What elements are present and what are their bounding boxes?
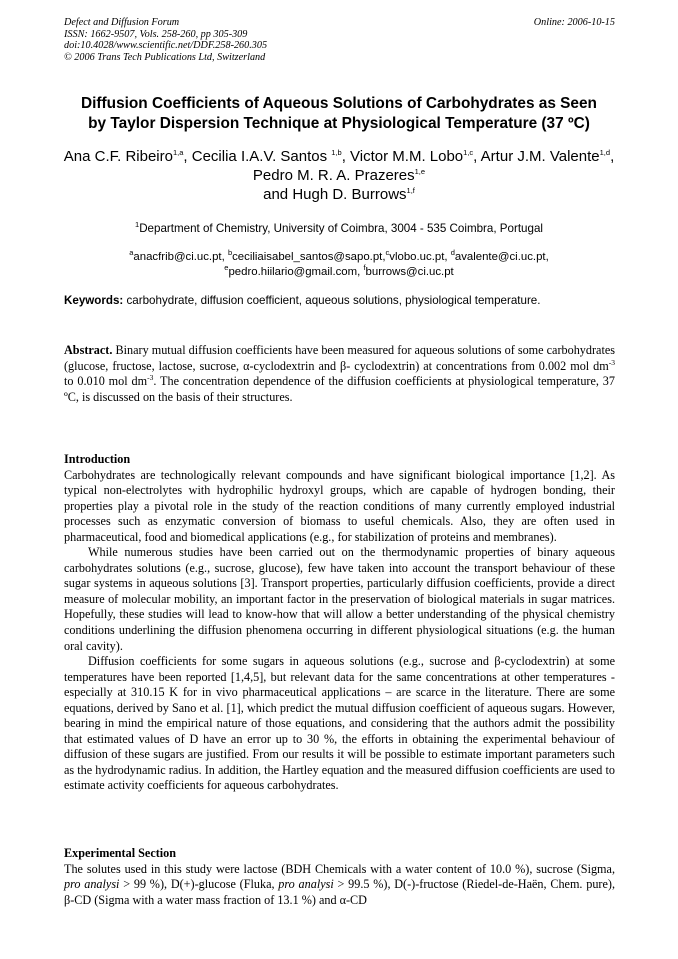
experimental-heading: Experimental Section [64, 846, 177, 860]
introduction-paragraph-3: Diffusion coefficients for some sugars in aqueous solutions (e.g., sucrose and β-cyclodextrin) at some temperatures have been reported [1,4,5], but relevant data for the same concentrations at other temperatures - especially at 310.15 K for in vivo pharmaceutical applications – are scarce in the literature. There are some equations, derived by Sano et al. [1], which predict the mutual diffusion coefficient of aqueous sugars. However, bearing in mind the empirical nature of those equations, and considering that the authors admit the possibility that estimated values of D have an error up to 30 %, the efforts in obtaining the experimental behaviour of diffusion of these sugars are justified. From our results it will be possible to estimate important parameters such as the hydrodynamic radius. In addition, the Hartley equation and the measured diffusion coefficients are used to estimate activity coefficients for aqueous carbohydrates. [64, 654, 615, 793]
email-link[interactable]: avalente@ci.uc.pt, [454, 251, 549, 263]
abstract-paragraph [64, 343, 615, 405]
abstract-text: Binary mutual diffusion coefficients have been measured for aqueous solutions of some carbohydrates (glucose, fructose, lactose, sucrose, α-cyclodextrin and β- cyclodextrin) at concentrations from 0.002 mol dm [64, 343, 615, 373]
experimental-italic: pro analysi [278, 877, 334, 892]
abstract [64, 343, 615, 405]
email-mark: f [363, 263, 366, 273]
experimental-italic: pro analysi [64, 877, 120, 892]
emails-line-1 [50, 250, 628, 265]
email-link[interactable]: ceciliaisabel_santos@sapo.pt, [232, 251, 386, 263]
email-list [50, 250, 628, 280]
author-name: and Hugh D. Burrows [263, 186, 407, 203]
abstract-text: to 0.010 mol dm [64, 374, 148, 389]
author-affil-mark: 1,b [331, 148, 342, 157]
introduction-heading: Introduction [64, 452, 131, 466]
email-mark: b [227, 248, 233, 258]
experimental-text: > 99 %), D(+)-glucose (Fluka, [119, 877, 279, 892]
author-name: , Pedro M. R. A. Prazeres [252, 148, 615, 184]
affiliation-mark: 1 [135, 220, 140, 230]
abstract-text: . The concentration dependence of the diffusion coefficients at physiological temperature, 37 ºC, is discussed on the basis of their structures. [64, 374, 615, 404]
authors-line-1 [50, 147, 628, 185]
experimental-text: > 99.5 %), D(-)-fructose (Riedel-de-Haën, Chem. pure), β-CD (Sigma with a water mass fraction of 13.1 %) and α-CD [64, 877, 616, 907]
author-affil-mark: 1,f [406, 186, 415, 195]
author-name: Ana C.F. Ribeiro [63, 148, 173, 165]
journal-header [64, 17, 267, 63]
author-name: , Victor M.M. Lobo [341, 148, 464, 165]
affiliation-text: Department of Chemistry, University of Coimbra, 3004 - 535 Coimbra, Portugal [139, 222, 543, 235]
title-line-2: by Taylor Dispersion Technique at Physiological Temperature (37 ºC) [88, 115, 590, 132]
affiliation [50, 222, 628, 235]
keywords-label: Keywords: [64, 294, 124, 307]
email-link[interactable]: vlobo.uc.pt, [389, 251, 451, 263]
author-affil-mark: 1,c [463, 148, 474, 157]
email-mark: a [129, 248, 134, 258]
abstract-label: Abstract. [64, 343, 113, 357]
introduction-paragraph-2: While numerous studies have been carried out on the thermodynamic properties of binary aqueous carbohydrates solutions (e.g., sucrose, glucose), few have taken into account the transport behaviour of these sugar systems in aqueous solutions [3]. Transport properties, particularly diffusion coefficients, provide a direct measure of molecular mobility, an important factor in the preservation of biological materials in sugar matrices. Hopefully, these studies will lead to know-how that will allow a better understanding of the physical chemistry conditions underlining the diffusion phenomena occurring in different physiological situations (e.g. the human oral cavity). [64, 545, 615, 653]
keywords-text: carbohydrate, diffusion coefficient, aqueous solutions, physiological temperature. [123, 294, 541, 307]
author-list [50, 147, 628, 204]
online-date: Online: 2006-10-15 [533, 17, 615, 28]
introduction-paragraph-1: Carbohydrates are technologically relevant compounds and have significant biological importance [1,2]. As typical non-electrolytes with hydrophilic hydroxyl groups, which are capable of hydrogen bonding, their properties play a pivotal role in the study of the reaction conditions of many currently employed industrial processes such as enzymatic conversion of biomass to useful chemicals. Also, they are often used in pharmaceutical, food and biomedical applications (e.g., for stabilization of proteins and membranes). [64, 467, 615, 544]
journal-name: Defect and Diffusion Forum [64, 17, 180, 28]
email-link[interactable]: anacfrib@ci.uc.pt, [133, 251, 228, 263]
email-link[interactable]: pedro.hiilario@gmail.com, [228, 266, 364, 278]
author-name: , Artur J.M. Valente [473, 148, 600, 165]
email-mark: c [385, 248, 390, 258]
experimental-paragraph [64, 862, 615, 909]
author-name: , Cecilia I.A.V. Santos [183, 148, 332, 165]
email-mark: d [450, 248, 455, 258]
author-affil-mark: 1,d [599, 148, 611, 157]
author-affil-mark: 1,e [414, 167, 426, 176]
title-line-1: Diffusion Coefficients of Aqueous Solutions of Carbohydrates as Seen [81, 95, 597, 112]
email-mark: e [224, 263, 229, 273]
keywords [64, 294, 624, 307]
copyright-line: © 2006 Trans Tech Publications Ltd, Switzerland [64, 51, 266, 63]
authors-line-2 [50, 185, 628, 204]
experimental-section [64, 846, 615, 908]
experimental-text: The solutes used in this study were lactose (BDH Chemicals with a water content of 10.0 %), sucrose (Sigma, [64, 861, 615, 876]
emails-line-2 [50, 265, 628, 280]
issn-line: ISSN: 1662-9507, Vols. 258-260, pp 305-309 [64, 28, 248, 40]
doi-line: doi:10.4028/www.scientific.net/DDF.258-260.305 [64, 40, 268, 52]
paper-title [50, 94, 628, 134]
introduction-section [64, 452, 615, 794]
abstract-superscript: -3 [608, 357, 615, 367]
author-affil-mark: 1,a [172, 148, 184, 157]
email-link[interactable]: burrows@ci.uc.pt [365, 266, 454, 278]
abstract-superscript: -3 [147, 373, 154, 383]
